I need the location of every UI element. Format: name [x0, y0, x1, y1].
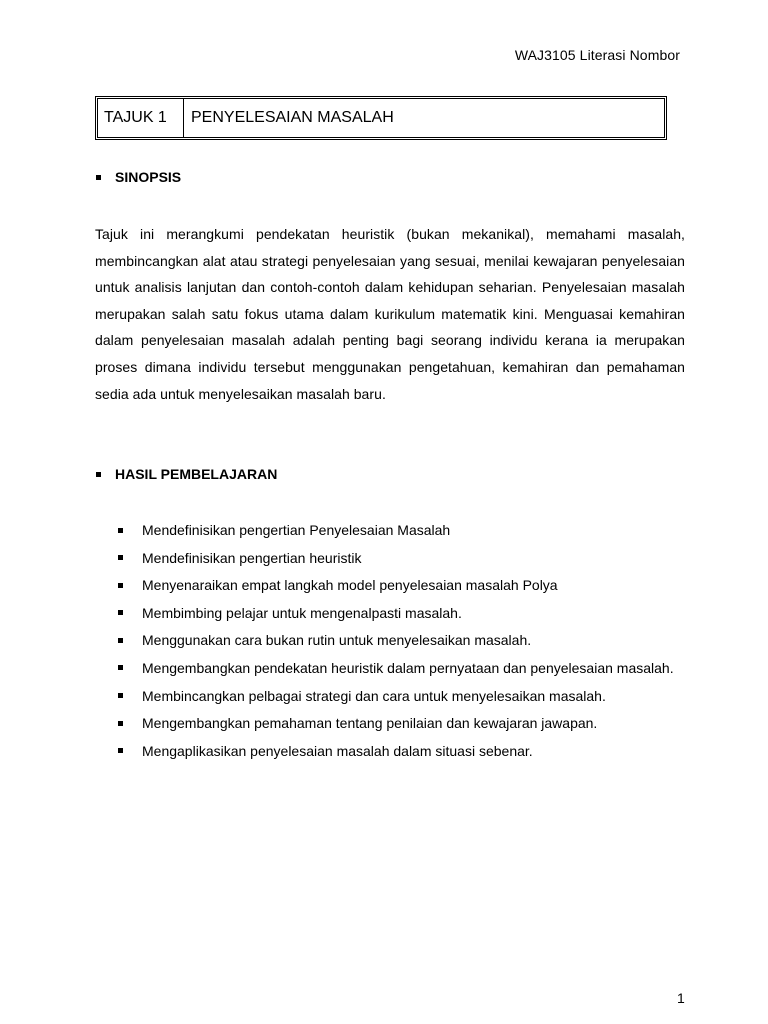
section-heading-sinopsis: [96, 169, 181, 185]
document-header: WAJ3105 Literasi Nombor: [514, 47, 680, 63]
square-bullet-icon: [118, 528, 123, 533]
list-item: Menyenaraikan empat langkah model penyelesaian masalah Polya: [118, 572, 685, 598]
square-bullet-icon: [118, 638, 123, 643]
sinopsis-heading: SINOPSIS: [115, 169, 182, 185]
square-bullet-icon: [118, 665, 123, 670]
sinopsis-paragraph: [95, 221, 685, 407]
topic-title-box: [95, 96, 667, 140]
list-item: Mendefinisikan pengertian Penyelesaian Masalah: [118, 517, 685, 543]
square-bullet-icon: [118, 555, 123, 560]
sinopsis-text: Tajuk ini merangkumi pendekatan heuristik (bukan mekanikal), memahami masalah, membincangkan alat atau strategi penyelesaian yang sesuai, menilai kewajaran penyelesaian untuk analisis lanjutan dan contoh-contoh dalam kehidupan seharian. Penyelesaian masalah merupakan salah satu fokus utama dalam kurikulum matematik kini. Menguasai kemahiran dalam penyelesaian masalah adalah penting bagi seorang individu kerana ia merupakan proses dimana individu tersebut menggunakan pengetahuan, kemahiran dan pemahaman sedia ada untuk menyelesaikan masalah baru.: [95, 226, 685, 402]
hasil-heading: HASIL PEMBELAJARAN: [115, 466, 278, 482]
square-bullet-icon: [96, 472, 101, 477]
list-item: Membimbing pelajar untuk mengenalpasti masalah.: [118, 600, 685, 626]
list-item: Menggunakan cara bukan rutin untuk menyelesaikan masalah.: [118, 627, 685, 653]
section-heading-hasil: [96, 466, 277, 482]
list-item: Membincangkan pelbagai strategi dan cara untuk menyelesaikan masalah.: [118, 683, 685, 709]
square-bullet-icon: [118, 693, 123, 698]
list-item: Mengaplikasikan penyelesaian masalah dalam situasi sebenar.: [118, 738, 685, 764]
list-item: Mendefinisikan pengertian heuristik: [118, 545, 685, 571]
square-bullet-icon: [118, 583, 123, 588]
learning-outcomes-list: [118, 517, 685, 765]
square-bullet-icon: [96, 175, 101, 180]
list-item: Mengembangkan pendekatan heuristik dalam pernyataan dan penyelesaian masalah.: [118, 655, 685, 681]
list-item: Mengembangkan pemahaman tentang penilaian dan kewajaran jawapan.: [118, 710, 685, 736]
square-bullet-icon: [118, 610, 123, 615]
square-bullet-icon: [118, 748, 123, 753]
square-bullet-icon: [118, 721, 123, 726]
page-number: 1: [677, 990, 685, 1006]
topic-label: TAJUK 1: [98, 99, 184, 137]
topic-title: PENYELESAIAN MASALAH: [191, 109, 394, 126]
